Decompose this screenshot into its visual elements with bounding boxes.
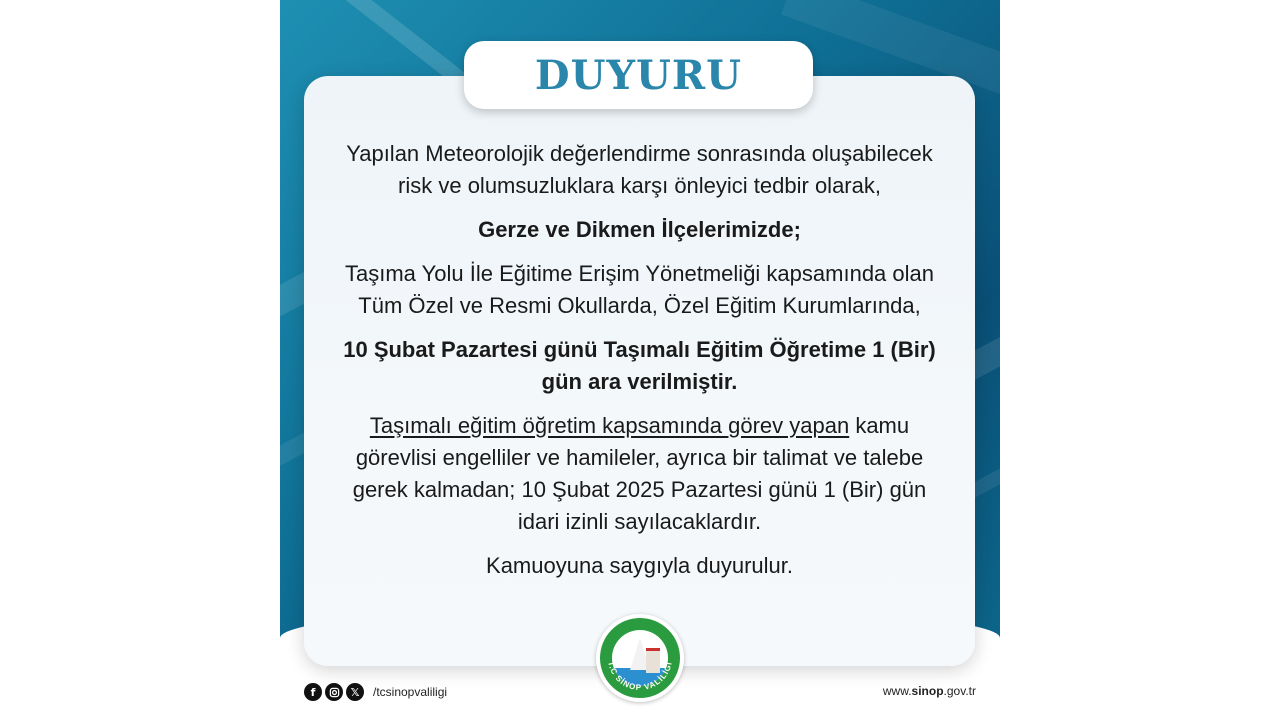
sinop-governorship-logo (596, 614, 684, 702)
svg-text:T.C SİNOP VALİLİĞİ (606, 661, 674, 693)
decision-line-1: 10 Şubat Pazartesi günü Taşımalı Eğitim Öğretime 1 (Bir) (343, 337, 936, 362)
intro-line-1: Yapılan Meteorolojik değerlendirme sonrasında oluşabilecek (346, 141, 933, 166)
instagram-icon[interactable] (325, 683, 343, 701)
website-domain: sinop (911, 684, 944, 698)
website-prefix: www. (882, 684, 912, 698)
paragraph-scope (304, 258, 975, 322)
page-title: DUYURU (534, 51, 743, 99)
announcement-body (304, 138, 975, 594)
paragraph-intro (304, 138, 975, 202)
x-icon[interactable]: 𝕏 (346, 683, 364, 701)
decision-line-2: gün ara verilmiştir. (541, 369, 738, 394)
intro-line-2: risk ve olumsuzluklara karşı önleyici tedbir olarak, (398, 173, 881, 198)
staff-line-1-rest: kamu (849, 413, 910, 438)
facebook-icon[interactable]: f (304, 683, 322, 701)
closing-line: Kamuoyuna saygıyla duyurulur. (486, 553, 793, 578)
staff-line-3: gerek kalmadan; 10 Şubat 2025 Pazartesi günü 1 (Bir) gün (352, 477, 927, 502)
social-handle[interactable]: /tcsinopvaliligi (373, 685, 448, 699)
logo-text: T.C SİNOP VALİLİĞİ (606, 660, 674, 693)
logo-text-ring (596, 614, 684, 702)
paragraph-decision (304, 334, 975, 398)
paragraph-districts (304, 214, 975, 246)
scope-line-2: Tüm Özel ve Resmi Okullarda, Özel Eğitim Kurumlarında, (358, 293, 921, 318)
title-box (464, 41, 813, 109)
staff-line-4: idari izinli sayılacaklardır. (517, 509, 762, 534)
announcement-poster (280, 0, 1000, 720)
website-link[interactable] (883, 684, 976, 698)
staff-underlined: Taşımalı eğitim öğretim kapsamında görev yapan (369, 413, 850, 438)
scope-line-1: Taşıma Yolu İle Eğitime Erişim Yönetmeliği kapsamında olan (344, 261, 934, 286)
paragraph-closing (304, 550, 975, 582)
website-suffix: .gov.tr (943, 684, 976, 698)
staff-line-2: görevlisi engelliler ve hamileler, ayrıca bir talimat ve talebe (355, 445, 924, 470)
paragraph-staff (304, 410, 975, 538)
social-links (304, 683, 447, 701)
districts-line: Gerze ve Dikmen İlçelerimizde; (478, 217, 801, 242)
